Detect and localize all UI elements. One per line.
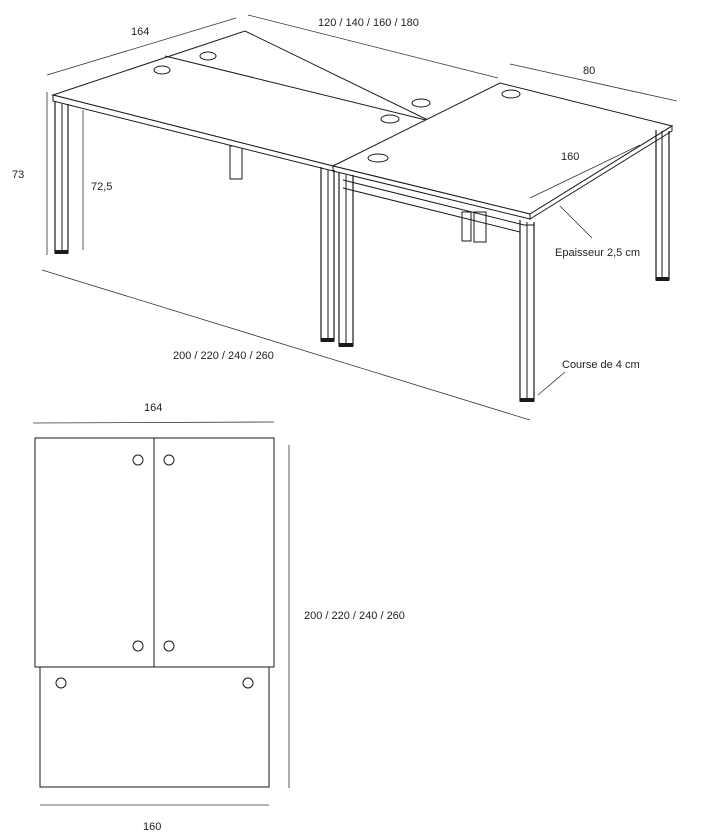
back-leg-left — [230, 146, 242, 179]
back-leg-right-b — [474, 212, 486, 242]
stroke-label: Course de 4 cm — [562, 359, 640, 371]
iso-widths-top-label: 120 / 140 / 160 / 180 — [318, 17, 419, 29]
isometric-view — [12, 15, 677, 420]
plan-upper-desk-right — [154, 438, 274, 667]
return-width-label: 160 — [561, 151, 580, 163]
plan-length-label: 200 / 220 / 240 / 260 — [304, 610, 405, 622]
plan-bottom-width-label: 160 — [143, 821, 162, 833]
plan-lower-desk — [40, 667, 269, 787]
plan-top-width-label: 164 — [144, 402, 163, 414]
iso-depth-right-label: 80 — [583, 65, 596, 77]
back-leg-right-a — [462, 212, 471, 241]
thickness-label: Epaisseur 2,5 cm — [555, 247, 640, 259]
height-total-label: 73 — [12, 169, 25, 181]
plan-upper-desk-left — [35, 438, 154, 667]
plan-view — [33, 402, 405, 833]
height-under-label: 72,5 — [91, 181, 113, 193]
plan-top-dim-line — [33, 422, 274, 423]
iso-length-label: 200 / 220 / 240 / 260 — [173, 350, 274, 362]
iso-depth-left-label: 164 — [131, 26, 150, 38]
